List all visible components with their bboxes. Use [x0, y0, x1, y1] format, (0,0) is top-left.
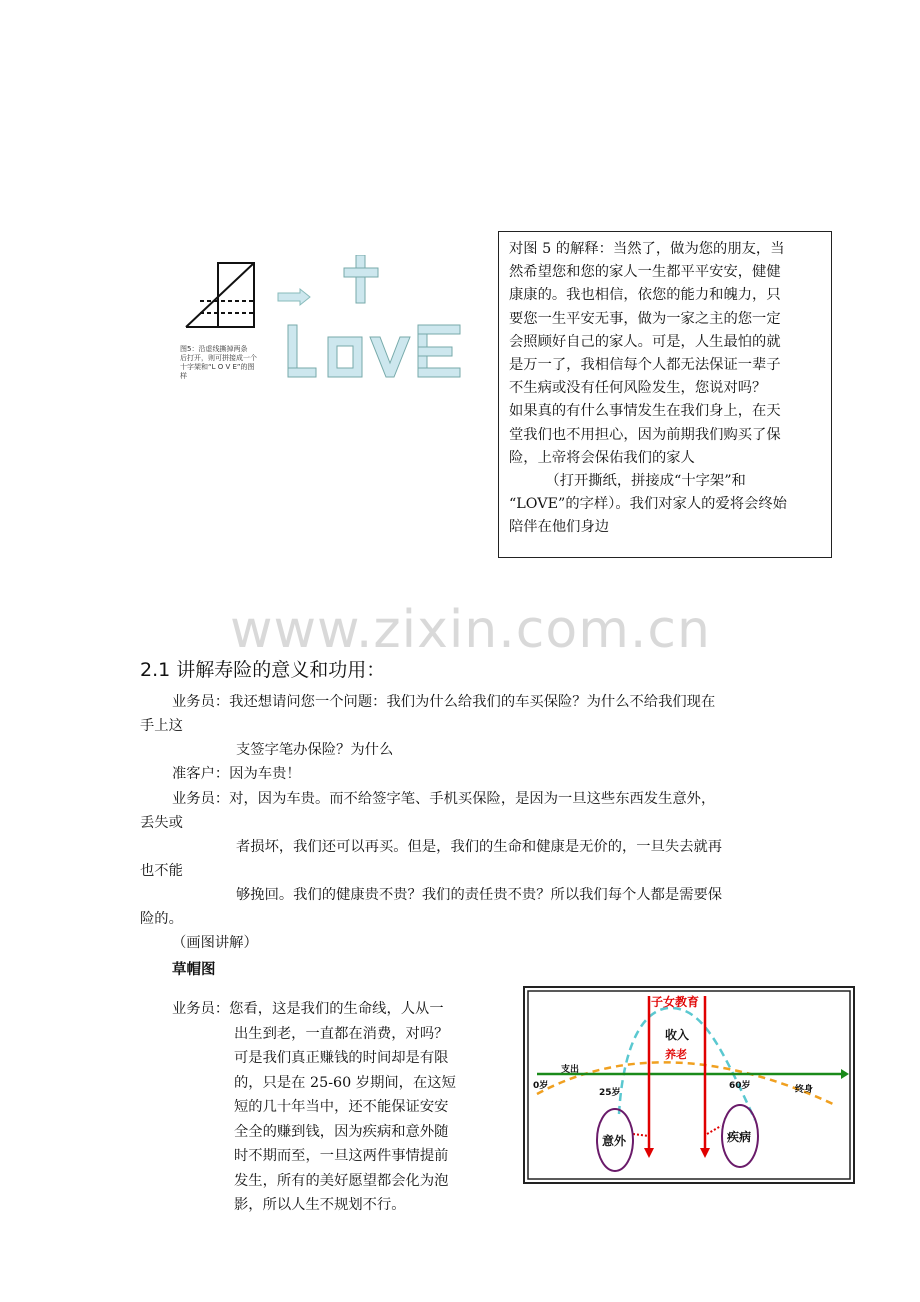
label-age-0: 0岁: [533, 1081, 549, 1091]
para-line: 发生，所有的美好愿望都会化为泡: [234, 1172, 449, 1189]
box-line: 险，上帝将会保佑我们的家人: [509, 449, 695, 466]
para-line: 全全的赚到钱，因为疾病和意外随: [234, 1123, 449, 1140]
caption-line: 后打开，则可拼接成一个: [180, 354, 257, 362]
box-line: 堂我们也不用担心，因为前期我们购买了保: [509, 426, 781, 443]
box-line: 不生病或没有任何风险发生，您说对吗？: [509, 380, 767, 397]
label-disease: 疾病: [727, 1130, 752, 1144]
caption-line: 样: [180, 372, 187, 380]
label-spend: 支出: [561, 1065, 580, 1075]
dialog-line: 险的。: [140, 911, 183, 927]
label-child-education: 子女教育: [651, 995, 700, 1009]
label-age-60: 60岁: [729, 1081, 751, 1091]
dialog-line: 丢失或: [140, 815, 183, 831]
para-line: 短的几十年当中，还不能保证安安: [234, 1099, 449, 1115]
box-line: 要您一生平安无事，做为一家之主的您一定: [509, 310, 781, 327]
para-line: 可是我们真正赚钱的时间却是有限: [234, 1050, 449, 1066]
paper-sketch: [186, 263, 254, 327]
straw-hat-diagram: [523, 986, 855, 1184]
dialog-line: 够挽回。我们的健康贵不贵？我们的责任贵不贵？所以我们每个人都是需要保: [236, 887, 723, 903]
label-lifelong: 终身: [795, 1085, 814, 1095]
dialog-line: 者损坏，我们还可以再买。但是，我们的生命和健康是无价的，一旦失去就再: [236, 839, 723, 855]
box-line: 如果真的有什么事情发生在我们身上，在天: [509, 403, 781, 420]
figure5-explanation-box: [498, 231, 832, 558]
section-title: 2.1 讲解寿险的意义和功用：: [140, 659, 386, 681]
love-letters: [288, 325, 460, 377]
box-line: 对图 5 的解释：当然了，做为您的朋友，当: [509, 241, 785, 257]
subheading-straw-hat: 草帽图: [172, 962, 216, 978]
box-line: 是万一了，我相信每个人都无法保证一辈子: [509, 357, 781, 374]
dialog-line: 业务员：我还想请问您一个问题：我们为什么给我们的车买保险？为什么不给我们现在: [172, 694, 716, 710]
label-pension: 养老: [665, 1048, 687, 1061]
dialog-line: 支签字笔办保险？为什么: [236, 742, 394, 758]
box-line: 然希望您和您的家人一生都平平安安，健健: [509, 264, 781, 281]
dialog-line: （画图讲解）: [172, 935, 258, 951]
label-accident: 意外: [602, 1134, 627, 1148]
box-line: “LOVE”的字样）。我们对家人的爱将会终始: [509, 496, 787, 513]
right-arrow-icon: [278, 289, 310, 305]
box-line: （打开撕纸，拼接成“十字架”和: [509, 473, 746, 490]
cross-shape: [344, 255, 378, 303]
box-line: 陪伴在他们身边: [509, 519, 610, 536]
dialog-line: 也不能: [140, 863, 183, 879]
lifeline-paragraph: [172, 997, 482, 1218]
dialog-line: 准客户：因为车贵！: [172, 766, 301, 782]
figure5-caption: [180, 345, 270, 381]
box-line: 康康的。我也相信，依您的能力和魄力，只: [509, 287, 781, 304]
para-line: 的，只是在 25-60 岁期间，在这短: [234, 1074, 456, 1091]
para-line: 影，所以人生不规划不行。: [234, 1197, 406, 1213]
watermark: www.zixin.com.cn: [230, 600, 711, 660]
label-age-25: 25岁: [599, 1088, 621, 1098]
dialog-line: 业务员：对，因为车贵。而不给签字笔、手机买保险，是因为一旦这些东西发生意外，: [172, 791, 716, 807]
dialog-line: 手上这: [140, 718, 183, 734]
para-line: 业务员：您看，这是我们的生命线，人从一: [172, 1001, 444, 1017]
para-line: 出生到老，一直都在消费，对吗？: [234, 1025, 449, 1042]
caption-line: 十字架和“L O V E”的图: [180, 363, 255, 371]
label-income: 收入: [665, 1028, 690, 1042]
caption-line: 图5：沿虚线撕掉两条: [180, 345, 248, 353]
box-line: 会照顾好自己的家人。可是，人生最怕的就: [509, 333, 781, 350]
para-line: 时不期而至，一旦这两件事情提前: [234, 1148, 449, 1164]
